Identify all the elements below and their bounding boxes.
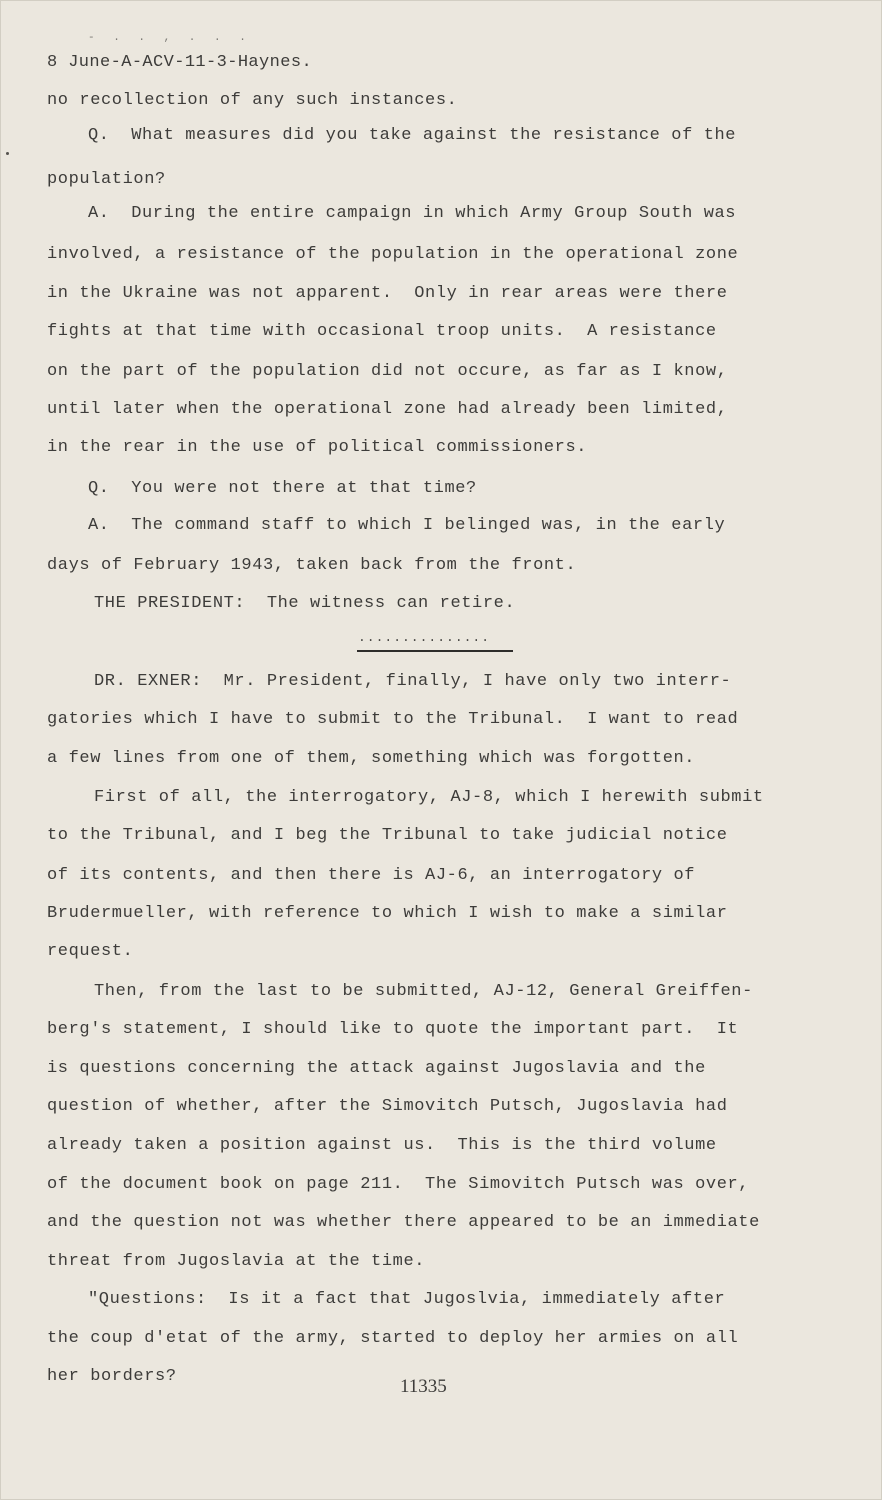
text-line: already taken a position against us. This is the third volume [47, 1136, 717, 1155]
text-line: fights at that time with occasional troop units. A resistance [47, 322, 717, 341]
text-line: Q. What measures did you take against the resistance of the [88, 126, 737, 145]
text-line: until later when the operational zone had already been limited, [47, 400, 728, 419]
text-line: and the question not was whether there appeared to be an immediate [47, 1213, 760, 1232]
page-number: 11335 [400, 1376, 447, 1397]
text-line: is questions concerning the attack against Jugoslavia and the [47, 1059, 706, 1078]
text-line: in the Ukraine was not apparent. Only in rear areas were there [47, 284, 728, 303]
text-line: threat from Jugoslavia at the time. [47, 1252, 426, 1271]
text-line: days of February 1943, taken back from the front. [47, 556, 577, 575]
text-line: a few lines from one of them, something which was forgotten. [47, 749, 696, 768]
text-line: the coup d'etat of the army, started to deploy her armies on all [47, 1329, 739, 1348]
separator-rule [357, 650, 513, 652]
text-line: First of all, the interrogatory, AJ-8, which I herewith submit [94, 788, 764, 807]
margin-mark [6, 152, 9, 155]
text-line: of the document book on page 211. The Simovitch Putsch was over, [47, 1175, 750, 1194]
text-line: no recollection of any such instances. [47, 91, 458, 110]
faint-top-marks: - . . , . . . [88, 32, 252, 44]
text-line: to the Tribunal, and I beg the Tribunal to take judicial notice [47, 826, 728, 845]
separator-dots: ............... [358, 630, 491, 645]
text-line: A. The command staff to which I belinged was, in the early [88, 516, 726, 535]
text-line: population? [47, 170, 166, 189]
text-line: involved, a resistance of the population in the operational zone [47, 245, 739, 264]
text-line: question of whether, after the Simovitch Putsch, Jugoslavia had [47, 1097, 728, 1116]
text-line: in the rear in the use of political commissioners. [47, 438, 588, 457]
page-header: 8 June-A-ACV-11-3-Haynes. [47, 53, 313, 72]
text-line: DR. EXNER: Mr. President, finally, I have only two interr- [94, 672, 732, 691]
text-line: berg's statement, I should like to quote the important part. It [47, 1020, 739, 1039]
text-line: Brudermueller, with reference to which I wish to make a similar [47, 904, 728, 923]
text-line: on the part of the population did not occure, as far as I know, [47, 362, 728, 381]
text-line: A. During the entire campaign in which Army Group South was [88, 204, 737, 223]
text-line: gatories which I have to submit to the Tribunal. I want to read [47, 710, 739, 729]
text-line: request. [47, 942, 134, 961]
text-line: Q. You were not there at that time? [88, 479, 477, 498]
text-line: "Questions: Is it a fact that Jugoslvia, immediately after [88, 1290, 726, 1309]
text-line: of its contents, and then there is AJ-6, an interrogatory of [47, 866, 696, 885]
text-line: THE PRESIDENT: The witness can retire. [94, 594, 516, 613]
text-line: Then, from the last to be submitted, AJ-12, General Greiffen- [94, 982, 753, 1001]
text-line: her borders? [47, 1367, 177, 1386]
